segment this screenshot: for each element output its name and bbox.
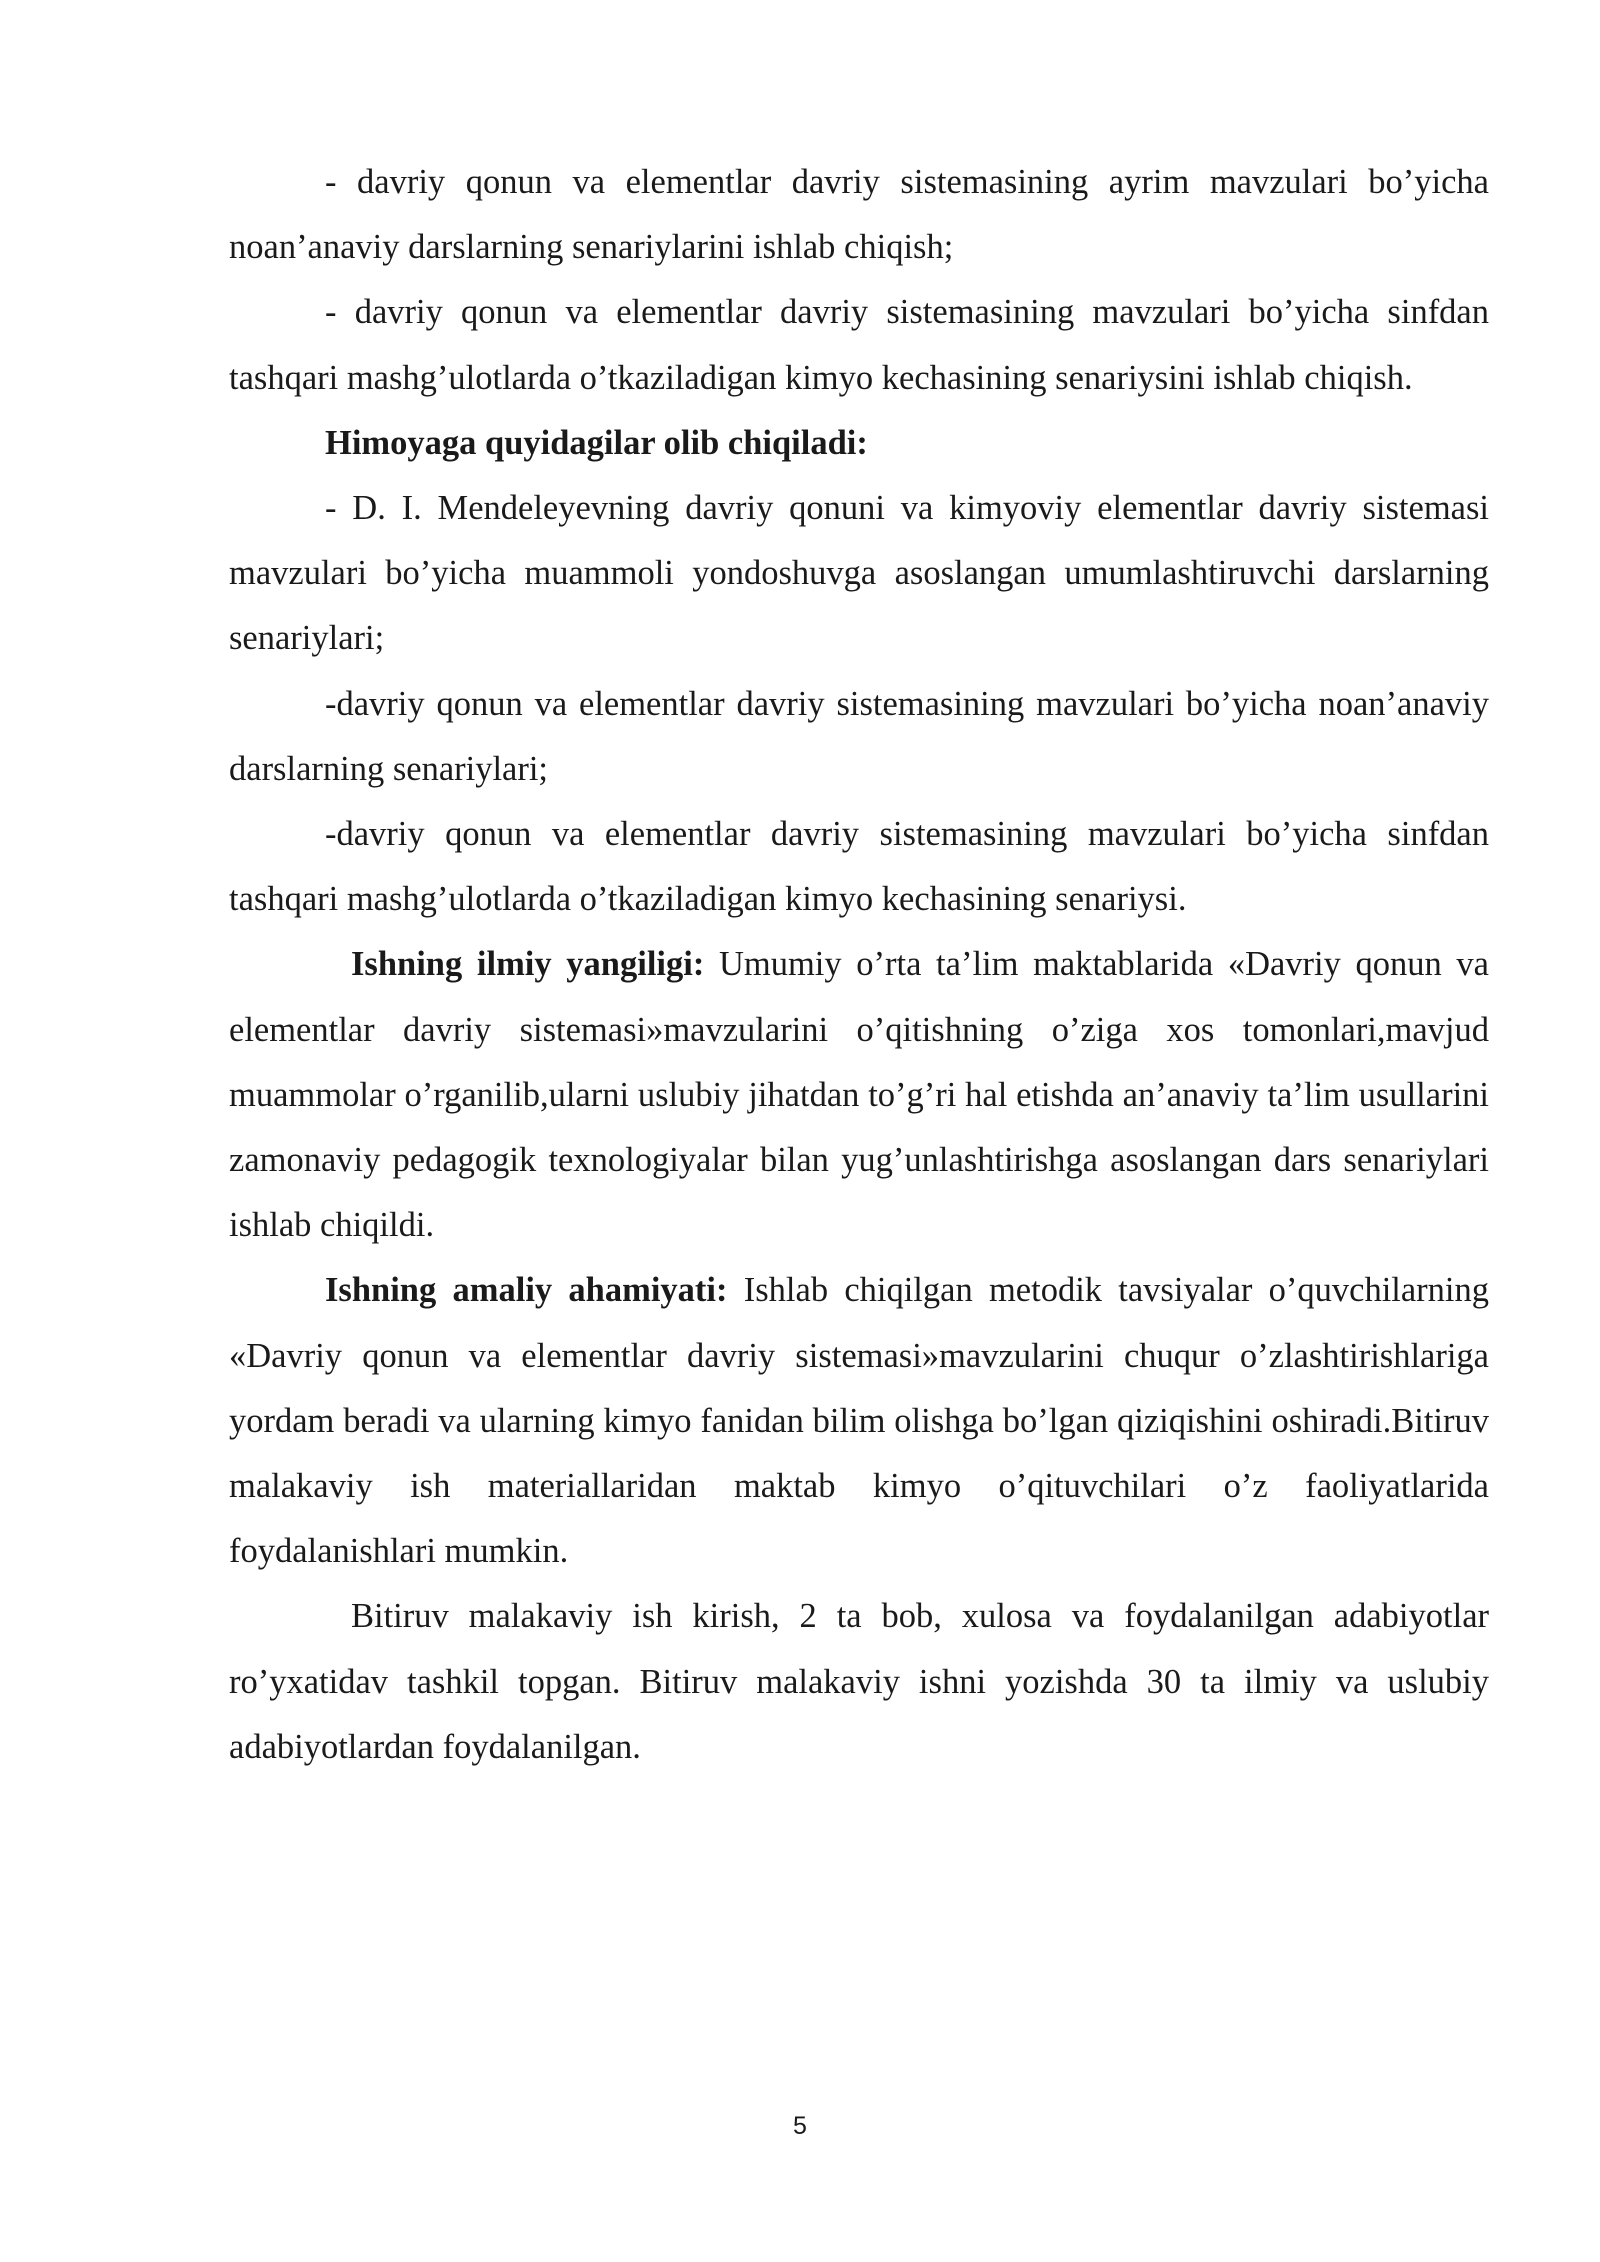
document-body [229,150,1489,1780]
section-heading-defense [229,411,1489,476]
paragraph-text: -davriy qonun va elementlar davriy sistemasining mavzulari bo’yicha noan’anaviy darslarning senariylari; [229,684,1489,788]
paragraph-structure [229,1584,1489,1780]
paragraph-lead: Ishning amaliy ahamiyati: [325,1271,728,1310]
paragraph-chemistry-evening [229,280,1489,410]
page-number: 5 [793,2112,807,2140]
paragraph-lead: Ishning ilmiy yangiligi: [351,945,705,984]
paragraph-text: Umumiy o’rta ta’lim maktablarida «Davriy qonun va elementlar davriy sistemasi»mavzularini o’qitishning o’ziga xos tomonlari,mavjud muammolar o’rganilib,ularni uslubiy jihatdan to’g’ri hal etishda an’anaviy ta’lim usullarini zamonaviy pedagogik texnologiyalar bilan yug’unlashtirishga asoslangan dars senariylari ishlab chiqildi. [229,945,1489,1245]
paragraph-nontraditional-lessons [229,150,1489,280]
paragraph-text: - D. I. Mendeleyevning davriy qonuni va kimyoviy elementlar davriy sistemasi mavzulari bo’yicha muammoli yondoshuvga asoslangan umumlashtiruvchi darslarning senariylari; [229,489,1489,658]
paragraph-scientific-novelty [229,932,1489,1258]
paragraph-extracurricular-scenario [229,802,1489,932]
paragraph-text: Bitiruv malakaviy ish kirish, 2 ta bob, xulosa va foydalanilgan adabiyotlar ro’yxatidav tashkil topgan. Bitiruv malakaviy ishni yozishda 30 ta ilmiy va uslubiy adabiyotlardan foydalanilgan. [229,1597,1489,1766]
paragraph-nontraditional-scenarios [229,672,1489,802]
paragraph-text: - davriy qonun va elementlar davriy sistemasining ayrim mavzulari bo’yicha noan’anaviy darslarning senariylarini ishlab chiqish; [229,163,1489,267]
paragraph-text: - davriy qonun va elementlar davriy sistemasining mavzulari bo’yicha sinfdan tashqari mashg’ulotlarda o’tkaziladigan kimyo kechasining senariysini ishlab chiqish. [229,293,1489,397]
paragraph-practical-significance [229,1258,1489,1584]
heading-text: Himoyaga quyidagilar olib chiqiladi: [325,423,868,462]
paragraph-text: -davriy qonun va elementlar davriy sistemasining mavzulari bo’yicha sinfdan tashqari mashg’ulotlarda o’tkaziladigan kimyo kechasining senariysi. [229,815,1489,919]
paragraph-text: Ishlab chiqilgan metodik tavsiyalar o’quvchilarning «Davriy qonun va elementlar davriy sistemasi»mavzularini chuqur o’zlashtirishlariga yordam beradi va ularning kimyo fanidan bilim olishga bo’lgan qiziqishini oshiradi.Bitiruv malakaviy ish materiallaridan maktab kimyo o’qituvchilari o’z faoliyatlarida foydalanishlari mumkin. [229,1271,1490,1571]
paragraph-mendeleev-lessons [229,476,1489,672]
